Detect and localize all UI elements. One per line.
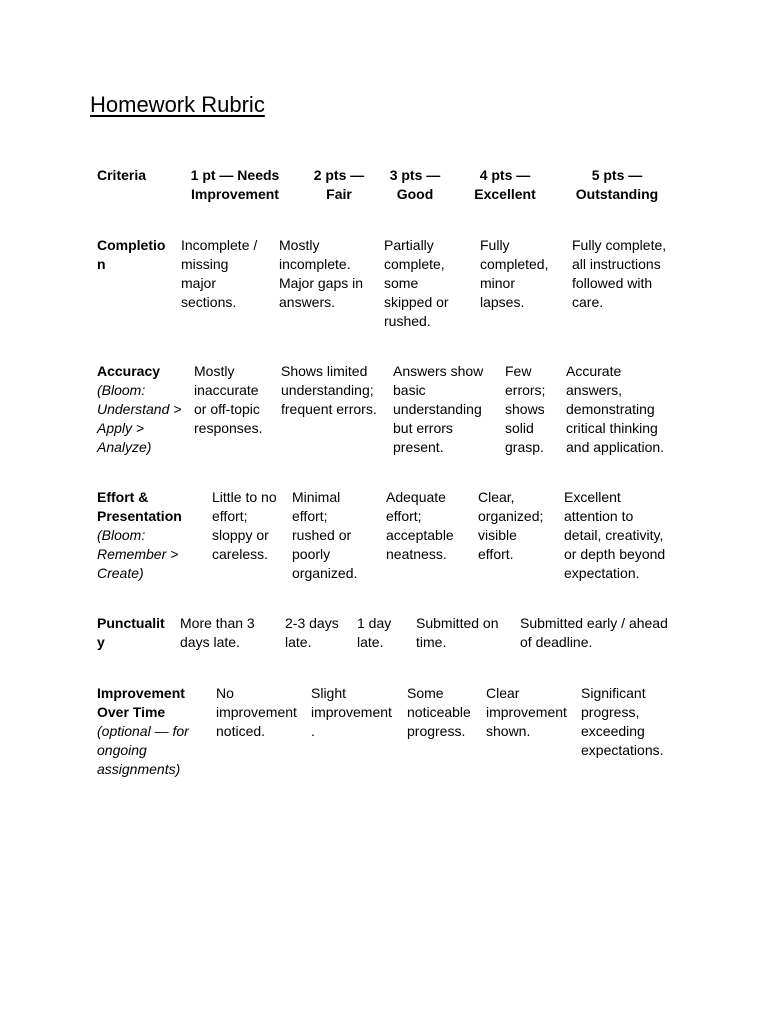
score-cell-line: careless. [212, 546, 269, 562]
score-cell-line: grasp. [505, 439, 544, 455]
score-cell-line: effort; [386, 508, 422, 524]
criterion-note-line: (Bloom: [97, 527, 146, 543]
score-cell-level-5 [564, 488, 665, 583]
score-cell-level-1 [181, 236, 257, 312]
score-cell-line: noticed. [216, 723, 266, 739]
score-cell-line: Answers show [393, 363, 484, 379]
score-cell-level-4 [486, 684, 567, 741]
score-cell-level-5 [566, 362, 664, 457]
header-level-1 [183, 166, 287, 204]
header-criteria: Criteria [97, 167, 147, 183]
score-cell-line: or depth beyond [564, 546, 666, 562]
score-cell-line: demonstrating [566, 401, 655, 417]
header-level-line: 5 pts — [591, 167, 643, 183]
score-cell-line: understanding; [281, 382, 374, 398]
score-cell-line: Some [407, 685, 444, 701]
score-cell-line: progress, [581, 704, 640, 720]
score-cell-line: late. [357, 634, 384, 650]
score-cell-line: Submitted early / ahead [520, 615, 668, 631]
criterion-name-line: Effort & [97, 489, 149, 505]
score-cell-line: skipped or [384, 294, 449, 310]
score-cell-line: present. [393, 439, 444, 455]
score-cell-line: improvement [311, 704, 392, 720]
score-cell-line: time. [416, 634, 447, 650]
score-cell-line: Slight [311, 685, 347, 701]
score-cell-line: understanding [393, 401, 482, 417]
criterion-note-line: (optional — for [97, 723, 189, 739]
score-cell-line: improvement [216, 704, 297, 720]
score-cell-line: Significant [581, 685, 646, 701]
score-cell-level-4 [480, 236, 548, 312]
criterion-note-line: Apply > [97, 420, 145, 436]
score-cell-line: Accurate [566, 363, 622, 379]
score-cell-level-3 [357, 614, 391, 652]
score-cell-level-1 [212, 488, 277, 564]
score-cell-line: Excellent [564, 489, 621, 505]
score-cell-line: critical thinking [566, 420, 658, 436]
score-cell-line: rushed or [292, 527, 352, 543]
score-cell-line: sloppy or [212, 527, 269, 543]
criterion-cell [97, 684, 189, 779]
score-cell-line: exceeding [581, 723, 645, 739]
score-cell-line: acceptable [386, 527, 454, 543]
score-cell-line: incomplete. [279, 256, 351, 272]
score-cell-line: responses. [194, 420, 263, 436]
score-cell-line: improvement [486, 704, 567, 720]
score-cell-line: expectation. [564, 565, 640, 581]
score-cell-level-4 [505, 362, 545, 457]
score-cell-line: sections. [181, 294, 237, 310]
score-cell-line: or off-topic [194, 401, 260, 417]
document-title: Homework Rubric [90, 92, 265, 117]
score-cell-line: of deadline. [520, 634, 593, 650]
score-cell-line: lapses. [480, 294, 525, 310]
criterion-cell [97, 614, 165, 652]
criterion-name-line: y [97, 634, 105, 650]
header-level-line: 3 pts — [389, 167, 441, 183]
criterion-note-line: assignments) [97, 761, 181, 777]
score-cell-level-3 [386, 488, 454, 564]
score-cell-line: inaccurate [194, 382, 259, 398]
score-cell-line: noticeable [407, 704, 471, 720]
score-cell-line: all instructions [572, 256, 661, 272]
score-cell-line: answers, [566, 382, 623, 398]
score-cell-level-1 [216, 684, 297, 741]
header-level-line: 1 pt — Needs [190, 167, 280, 183]
score-cell-line: followed with [572, 275, 653, 291]
score-cell-line: Mostly [194, 363, 235, 379]
score-cell-line: solid [505, 420, 534, 436]
score-cell-level-2 [281, 362, 377, 419]
score-cell-line: Few [505, 363, 532, 379]
score-cell-line: Mostly [279, 237, 320, 253]
criterion-note-line: (Bloom: [97, 382, 146, 398]
score-cell-level-1 [180, 614, 255, 652]
score-cell-line: Submitted on [416, 615, 499, 631]
score-cell-level-5 [572, 236, 666, 312]
score-cell-line: some [384, 275, 419, 291]
header-level-4 [473, 166, 537, 204]
criterion-note-line: Remember > [97, 546, 179, 562]
score-cell-level-1 [194, 362, 262, 438]
score-cell-line: effort. [478, 546, 514, 562]
score-cell-line: effort; [212, 508, 248, 524]
criterion-note-line: Create) [97, 565, 144, 581]
score-cell-line: attention to [564, 508, 634, 524]
criterion-name-line: Improvement [97, 685, 185, 701]
score-cell-line: care. [572, 294, 604, 310]
score-cell-line: More than 3 [180, 615, 255, 631]
header-level-3 [389, 166, 441, 204]
score-cell-level-4 [478, 488, 543, 564]
score-cell-line: effort; [292, 508, 328, 524]
score-cell-level-4 [416, 614, 499, 652]
header-level-line: Excellent [474, 186, 536, 202]
score-cell-line: Major gaps in [279, 275, 364, 291]
score-cell-level-2 [279, 236, 363, 312]
score-cell-line: shows [505, 401, 545, 417]
score-cell-line: Clear, [478, 489, 515, 505]
score-cell-line: missing [181, 256, 229, 272]
score-cell-line: neatness. [386, 546, 447, 562]
score-cell-level-3 [407, 684, 471, 741]
score-cell-line: progress. [407, 723, 466, 739]
score-cell-line: No [216, 685, 234, 701]
score-cell-line: organized. [292, 565, 358, 581]
score-cell-line: Fully complete, [572, 237, 667, 253]
score-cell-line: basic [393, 382, 426, 398]
score-cell-level-3 [384, 236, 449, 331]
score-cell-line: 1 day [357, 615, 392, 631]
score-cell-line: Minimal [292, 489, 341, 505]
score-cell-line: and application. [566, 439, 665, 455]
score-cell-line: visible [478, 527, 517, 543]
score-cell-line: major [181, 275, 217, 291]
score-cell-level-2 [285, 614, 339, 652]
score-cell-line: . [311, 723, 315, 739]
score-cell-line: Shows limited [281, 363, 368, 379]
score-cell-level-2 [292, 488, 357, 583]
score-cell-line: Little to no [212, 489, 277, 505]
criterion-note-line: ongoing [97, 742, 147, 758]
criterion-name-line: Punctualit [97, 615, 165, 631]
score-cell-line: errors; [505, 382, 546, 398]
criterion-cell [97, 236, 165, 274]
score-cell-line: late. [285, 634, 312, 650]
score-cell-line: completed, [480, 256, 549, 272]
score-cell-line: detail, creativity, [564, 527, 664, 543]
score-cell-line: rushed. [384, 313, 431, 329]
criterion-cell [97, 488, 182, 583]
score-cell-line: Clear [486, 685, 520, 701]
criterion-name-line: n [97, 256, 106, 272]
header-level-5 [565, 166, 669, 204]
criterion-name-line: Over Time [97, 704, 166, 720]
header-level-line: Outstanding [575, 186, 659, 202]
criterion-name-line: Completio [97, 237, 166, 253]
score-cell-line: days late. [180, 634, 240, 650]
score-cell-line: expectations. [581, 742, 664, 758]
score-cell-line: Fully [480, 237, 510, 253]
criterion-name-line: Accuracy [97, 363, 161, 379]
criterion-name-line: Presentation [97, 508, 182, 524]
score-cell-line: Partially [384, 237, 434, 253]
score-cell-line: Adequate [386, 489, 446, 505]
header-level-line: Fair [326, 186, 352, 202]
criterion-note-line: Understand > [97, 401, 182, 417]
header-level-2 [303, 166, 375, 204]
score-cell-line: organized; [478, 508, 544, 524]
score-cell-line: shown. [486, 723, 531, 739]
header-level-line: Good [396, 186, 434, 202]
score-cell-line: Incomplete / [181, 237, 258, 253]
score-cell-line: but errors [393, 420, 453, 436]
criterion-note-line: Analyze) [97, 439, 152, 455]
score-cell-line: minor [480, 275, 516, 291]
score-cell-level-5 [581, 684, 664, 760]
score-cell-level-3 [393, 362, 483, 457]
score-cell-line: complete, [384, 256, 445, 272]
score-cell-line: poorly [292, 546, 331, 562]
score-cell-level-2 [311, 684, 392, 741]
score-cell-line: frequent errors. [281, 401, 377, 417]
score-cell-line: 2-3 days [285, 615, 339, 631]
score-cell-line: answers. [279, 294, 336, 310]
header-level-line: 4 pts — [479, 167, 531, 183]
score-cell-level-5 [520, 614, 668, 652]
header-level-line: Improvement [191, 186, 279, 202]
criterion-cell [97, 362, 181, 457]
header-level-line: 2 pts — [313, 167, 365, 183]
